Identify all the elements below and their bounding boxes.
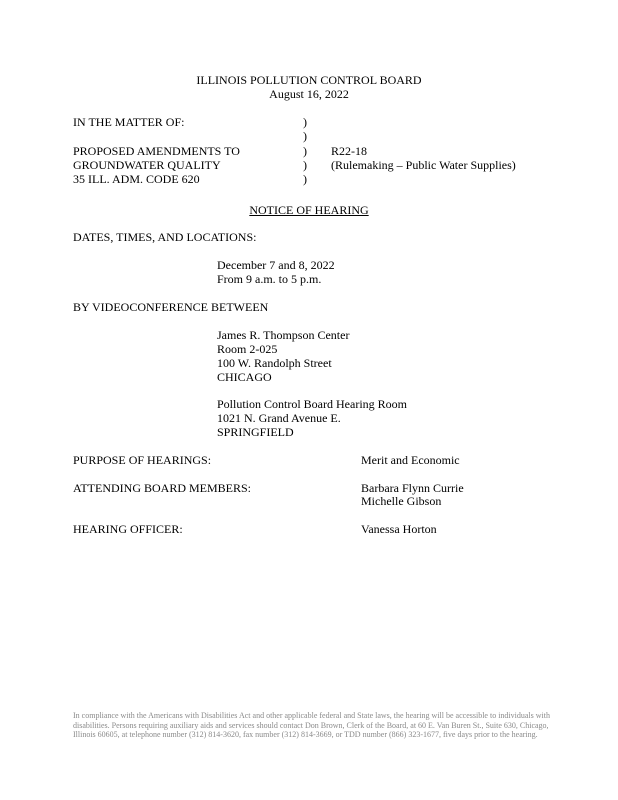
location-2-line-1: Pollution Control Board Hearing Room [217, 397, 407, 411]
location-1-line-2: Room 2-025 [217, 342, 278, 356]
hearing-times: From 9 a.m. to 5 p.m. [217, 272, 322, 286]
hearing-dates: December 7 and 8, 2022 [217, 258, 335, 272]
location-2-line-3: SPRINGFIELD [217, 425, 294, 439]
purpose-label: PURPOSE OF HEARINGS: [73, 453, 212, 467]
videoconference-label: BY VIDEOCONFERENCE BETWEEN [73, 300, 269, 314]
caption-paren: ) [303, 115, 307, 129]
board-name: ILLINOIS POLLUTION CONTROL BOARD [196, 73, 422, 87]
accessibility-notice: In compliance with the Americans with Disabilities Act and other applicable federal and State laws, the hearing will be accessible to individuals with disabilities. Persons requiring auxiliary aids and services should contact Don Brown, Clerk of the Board, at 60 E. Van Buren St., Suite 630, Chicago, Illinois 60605, at telephone number (312) 814-3620, fax number (312) 814-3669, or TDD number (866) 323-1677, five days prior to the hearing. [73, 711, 550, 739]
rulemaking-type: (Rulemaking – Public Water Supplies) [331, 158, 516, 172]
dates-label: DATES, TIMES, AND LOCATIONS: [73, 230, 257, 244]
location-1-line-3: 100 W. Randolph Street [217, 356, 332, 370]
member-1: Barbara Flynn Currie [361, 481, 464, 495]
caption-paren: ) [303, 144, 307, 158]
location-1-line-1: James R. Thompson Center [217, 328, 350, 342]
purpose-value: Merit and Economic [361, 453, 460, 467]
docket-number: R22-18 [331, 144, 367, 158]
caption-line-3: 35 ILL. ADM. CODE 620 [73, 172, 200, 186]
members-label: ATTENDING BOARD MEMBERS: [73, 481, 252, 495]
matter-label: IN THE MATTER OF: [73, 115, 185, 129]
caption-line-1: PROPOSED AMENDMENTS TO [73, 144, 240, 158]
notice-title: NOTICE OF HEARING [249, 203, 369, 217]
caption-paren: ) [303, 158, 307, 172]
location-1-line-4: CHICAGO [217, 370, 272, 384]
caption-line-2: GROUNDWATER QUALITY [73, 158, 221, 172]
caption-paren: ) [303, 129, 307, 143]
officer-value: Vanessa Horton [361, 522, 437, 536]
document-date: August 16, 2022 [269, 87, 349, 101]
member-2: Michelle Gibson [361, 494, 442, 508]
officer-label: HEARING OFFICER: [73, 522, 183, 536]
caption-paren: ) [303, 172, 307, 186]
location-2-line-2: 1021 N. Grand Avenue E. [217, 411, 341, 425]
